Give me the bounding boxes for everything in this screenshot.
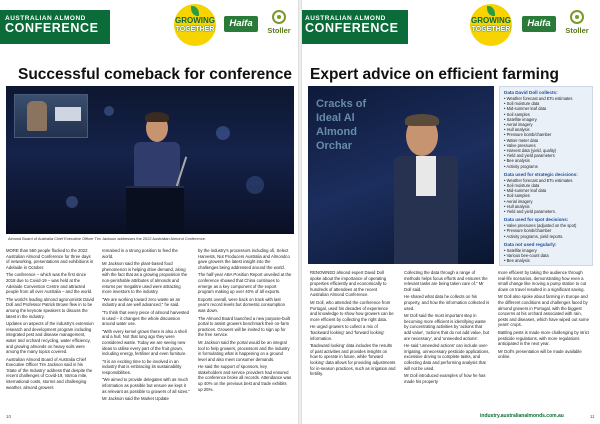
stoller-mark-icon <box>272 10 286 24</box>
left-column-3: by the industry's processors including ofi, Select Harvests, Nut Producers Australia and Almondco gave growers the latest insight into the challenges being addressed around the world. The half-year ABA Position Report unveiled at the conference showed that China continues to emerge as a key component of the export program making up over 40% of all exports. Exports overall, were back on track with last year's record levels but domestic consumption was down. The Almond Board launched a new purpose-built portal to assist growers benchmark their on-farm practices. Growers will be invited to sign up for the free service. Mr Jackson said the portal would be an integral tool to help growers, processors and the industry in formulating what is happening on a ground level and also meet consumer demands. He said the support of sponsors, key stakeholders and service providers had ensured the conference broke all records. Attendance was up 40% on the previous best and trade exhibits up 25%. <box>198 248 292 392</box>
photo-caption: Almond Board of Australia Chief Executive Officer Tim Jackson addresses the 2022 Australian Almond Conference. <box>8 236 207 241</box>
haifa-logo: Haifa <box>224 16 258 32</box>
david-doll-photo: Cracks of Ideal Al Almond Orchar <box>308 86 494 264</box>
header-banner-right <box>300 0 600 55</box>
page-number-left: 10 <box>6 414 12 419</box>
sidebar-heading: Data used for spot decisions: <box>504 217 569 223</box>
right-page <box>300 0 600 424</box>
growing-together-logo-right: GROWING TOGETHER <box>466 4 516 48</box>
stoller-logo-right: Stoller <box>562 10 592 40</box>
conference-title-line2: CONFERENCE <box>5 21 99 35</box>
left-column-2: remained in a strong position to feed the world. Mr Jackson said the plant-based food phenomenon is helping drive demand, along with the fact that as a growing proposition the non-perishable attributes of almonds and returns per megalitre used were attracting more investors to the industry. "We are working toward zero waste as an industry and are well advanced," he said. "To think that every piece of almond harvested is used – it changes the whole discussion around water use. "With every kernel grown there is also a shell and a hull. Not that long ago they were considered waste. Today we are seeing new ideas to utilise every part of the fruit grown, including energy, fertiliser and even furniture. "It is an exciting time to be involved in an industry that is embracing its sustainability responsibilities. "We aimed to provide delegates with as much information as possible but ensure we kept it as relevant as possible to growers of all sizes." Mr Jackson said the Market Update <box>102 248 190 402</box>
conference-speaker-photo <box>6 86 294 234</box>
stoller-mark-icon <box>570 10 584 24</box>
growing-together-logo: GROWING TOGETHER <box>170 4 220 48</box>
conference-title-block <box>0 10 110 44</box>
conference-title-block-right: AUSTRALIAN ALMOND CONFERENCE <box>300 10 408 44</box>
right-column-3: more efficient by taking the audience through real-life scenarios, demonstrating how even a small change like moving a pump station to cut down on travel resulted in a significant saving. Mr Doll also spoke about farming in Europe and the different conditions and challenges faced by almond growers in Portugal, with the biggest concerns at his orchard associated with rain, pests and diseases, which have wiped out some years' crops. Battling pests is made more challenging by strict pesticide regulations, with more regulations anticipated in the next year. Mr Doll's presentation will be made available online. <box>498 270 589 360</box>
presentation-screen <box>14 94 88 138</box>
sidebar-heading: Data David Doll collects: <box>504 90 558 95</box>
right-column-1: RENOWNED almond expert David Doll spoke about the importance of operating properties efficiently and economically to hundreds of attendees at the recent Australian Almond Conference. Mr Doll, who attended the conference from Portugal, used his decades of experience and knowledge to show how growers can be more efficient by collecting the right data. He urged growers to collect a mix of 'backward looking' and 'forward looking' information. 'Backward looking' data includes the results of past activities and provides insights on how to operate in future, while 'forward looking' data allows for providing adjustments for in-season practices, such as irrigation and fertility. <box>310 270 396 377</box>
conference-title-line1: AUSTRALIAN ALMOND <box>5 15 86 22</box>
right-headline: Expert advice on efficient farming <box>310 66 559 83</box>
lectern <box>126 186 184 234</box>
left-headline: Successful comeback for conference <box>18 66 292 83</box>
haifa-logo-right: Haifa <box>522 16 556 32</box>
header-banner <box>0 0 300 55</box>
website-url[interactable]: industry.australianalmonds.com.au <box>480 413 564 419</box>
page-number-right: 11 <box>590 414 595 419</box>
sidebar-heading: Data not used regularly: <box>504 241 557 247</box>
sidebar-heading: Data used for strategic decisions: <box>504 171 578 177</box>
spread-gutter <box>298 0 302 424</box>
right-column-2: Collecting the data through a range of methods helps focus efforts and ensures the relevant tasks are being taken care of," Mr Doll said. He shared what data he collects on his property, and how the information collected is used. Mr Doll said the most important step in becoming more efficient is identifying waste by concentrating activities by 'actions that add value', 'actions that do not add value, but are necessary', and 'unneeded actions'. He said 'unneeded actions' can include over-irrigating, unnecessary pesticide applications, excessive driving to complete tasks, and collecting data and performing analysis that will not be used. Mr Doll introduced examples of how he has made his property <box>404 270 490 384</box>
stoller-logo: Stoller <box>264 10 294 40</box>
data-sidebar: Data David Doll collects: • Weather forecast and ETo estimates • Soil moisture data • Mid-summer leaf data • Soil samples • Satellite imagery • Aerial imagery • Hull analysis • Pressure bomb/chamber • Water meter data • Valve pressures • Harvest data (yield, quality) • Yield and yield parameters • Bee analysis • Activity programs Data used for strategic decisions: • Weather forecast and ETo estimates • Soil moisture data • Mid-summer leaf data • Soil samples • Aerial imagery • Hull analysis • Yield and yield parameters. Data used for spot decisions: • Valve pressures (adjusted on the spot) • Pressure bomb/chamber • Activity programs, yield reports. Data not used regularly: • Satellite imagery • Various bee-count data • Bee analysis <box>499 86 593 266</box>
left-column-1: MORE than 550 people flocked to the 2022 Australian Almond Conference for three days of networking, presentations and exhibitions in Adelaide in October. The conference – which was the first since 2018 due to Covid-19 – was held at the Adelaide Convention Centre and attracted people from all over Australia – and the world. The world's leading almond agronomists David Doll and Professor Patrick Brown flew in to be among the keynote speakers to discuss the latest in the industry. Updates on aspects of the industry's extension research and development program including integrated pest and disease management, water and orchard recycling, water efficiency, and growing almonds on heavy soils were among the many topics covered. Australian Almond Board of Australia Chief Executive Officer Tim Jackson said in his 'State of the Industry' address that despite the recent challenges of Covid-19, Varroa mite, international costs, storms and challenging weather, almond growers <box>6 248 94 390</box>
